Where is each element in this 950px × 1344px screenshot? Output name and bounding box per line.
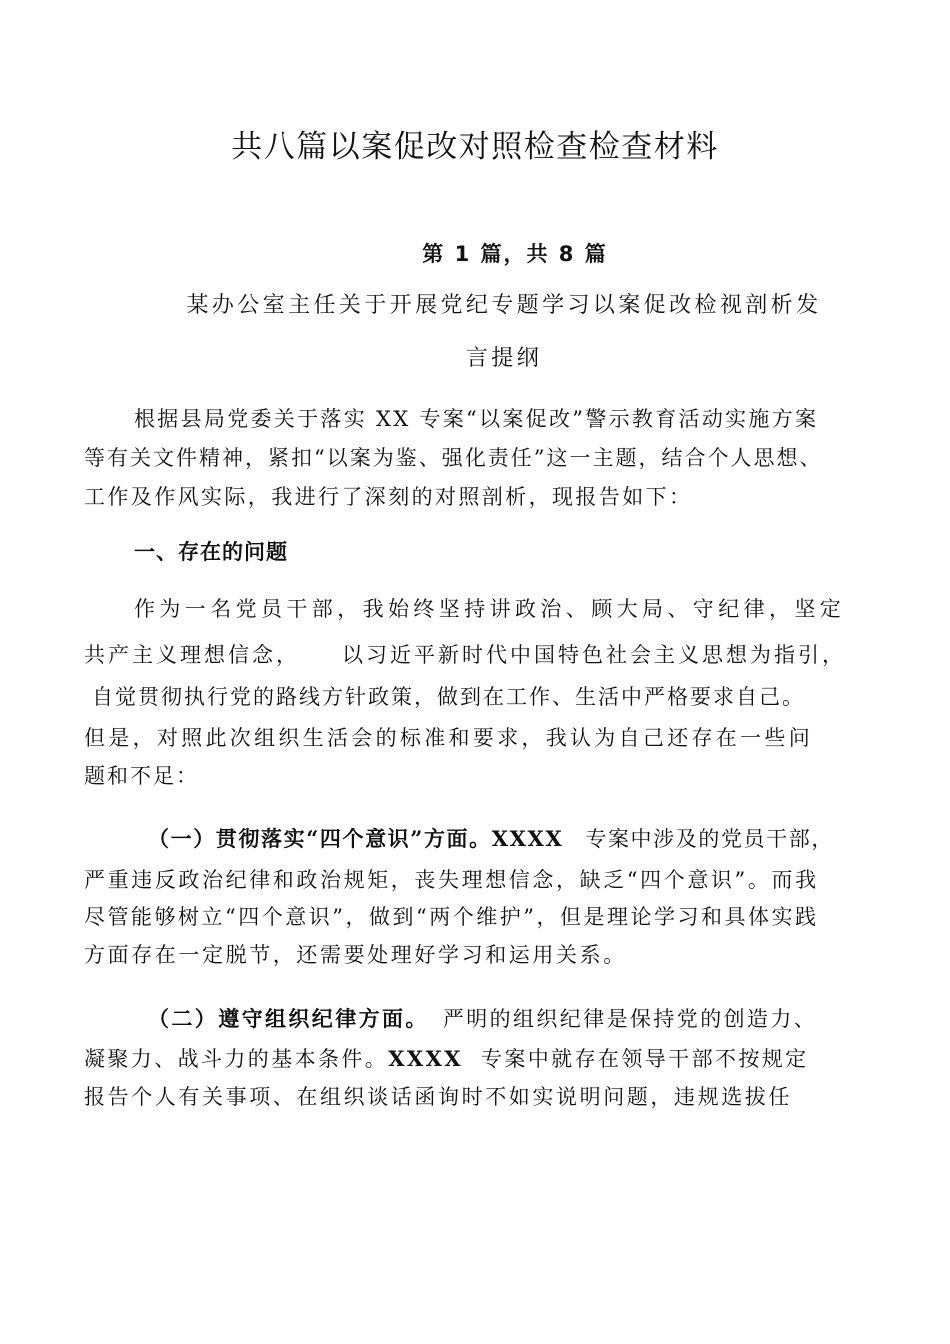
section-heading: 一、存在的问题 — [134, 540, 288, 564]
item1-line-4: 方面存在一定脱节，还需要处理好学习和运用关系。 — [84, 943, 627, 967]
part-label: 第 1 篇，共 8 篇 — [422, 242, 608, 266]
para1-line-4: 但是，对照此次组织生活会的标准和要求，我认为自己还存在一些问 — [84, 726, 813, 750]
para1-line-3: 自觉贯彻执行党的路线方针政策，做到在工作、生活中严格要求自己。 — [92, 685, 805, 709]
item2-line-3: 报告个人有关事项、在组织谈话函询时不如实说明问题，违规选拔任 — [84, 1085, 792, 1109]
para1-line-5: 题和不足： — [84, 764, 199, 788]
para1-line-2 — [84, 640, 846, 670]
item2-lead: （二）遵守组织纪律方面。 — [148, 1006, 429, 1031]
subtitle-line-1: 某办公室主任关于开展党纪专题学习以案促改检视剖析发 — [186, 293, 822, 318]
intro-line-3: 工作及作风实际，我进行了深刻的对照剖析，现报告如下： — [84, 485, 693, 509]
item1-line-1 — [148, 824, 834, 854]
para1-line-1: 作为一名党员干部，我始终坚持讲政治、顾大局、守纪律，坚定 — [134, 597, 846, 621]
subtitle-line-2: 言提纲 — [465, 346, 543, 371]
item2-line-2-part-b: 专案中就存在领导干部不按规定 — [480, 1047, 809, 1071]
para1-line-2-part-b: 以习近平新时代中国特色社会主义思想为指引， — [342, 643, 846, 667]
intro-line-2: 等有关文件精神，紧扣“以案为鉴、强化责任”这一主题，结合个人思想、 — [84, 446, 823, 470]
item1-line-1-rest: 专案中涉及的党员干部， — [585, 827, 834, 851]
item1-line-2: 严重违反政治纪律和政治规矩，丧失理想信念，缺乏“四个意识”。而我 — [84, 868, 819, 892]
item1-case-code: XXXX — [491, 826, 564, 851]
item1-line-3: 尽管能够树立“四个意识”，做到“两个维护”，但是理论学习和具体实践 — [84, 905, 819, 929]
item2-case-code: XXXX — [388, 1046, 463, 1071]
item1-lead: （一）贯彻落实“四个意识”方面。 — [148, 826, 492, 851]
para1-line-2-part-a: 共产主义理想信念， — [84, 643, 300, 667]
document-title: 共八篇以案促改对照检查检查材料 — [231, 129, 719, 165]
item2-line-1-rest: 严明的组织纪律是保持党的创造力、 — [442, 1007, 818, 1031]
item2-line-2 — [84, 1044, 809, 1074]
intro-line-1: 根据县局党委关于落实 XX 专案“以案促改”警示教育活动实施方案 — [134, 407, 819, 431]
item2-line-1 — [148, 1004, 817, 1034]
item2-line-2-part-a: 凝聚力、战斗力的基本条件。 — [84, 1047, 389, 1071]
